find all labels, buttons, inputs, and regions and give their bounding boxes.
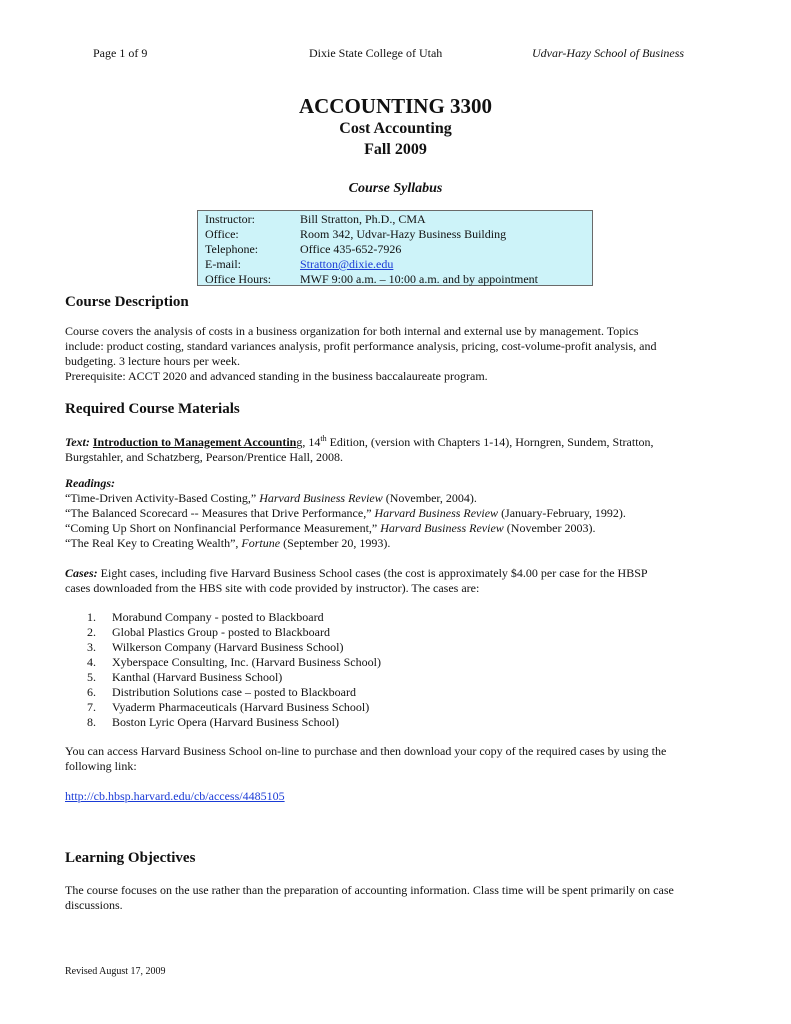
- case-number: 2.: [87, 625, 96, 639]
- case-item: [87, 625, 381, 640]
- reading-title: “Time-Driven Activity-Based Costing,”: [65, 491, 260, 505]
- office-value: Room 342, Udvar-Hazy Business Building: [300, 227, 507, 241]
- case-title: Morabund Company - posted to Blackboard: [112, 610, 324, 624]
- reading-publication: Harvard Business Review: [374, 506, 499, 520]
- reading-date: (November, 2004).: [382, 491, 477, 505]
- case-title: Distribution Solutions case – posted to Blackboard: [112, 685, 356, 699]
- telephone-row: [205, 242, 401, 257]
- course-materials-heading: Required Course Materials: [65, 401, 240, 417]
- case-item: [87, 610, 381, 625]
- objectives-line: discussions.: [65, 898, 123, 912]
- access-line: following link:: [65, 759, 137, 773]
- instructor-info-box: [197, 210, 593, 286]
- case-title: Wilkerson Company (Harvard Business School): [112, 640, 344, 654]
- course-title: ACCOUNTING 3300: [298, 94, 493, 118]
- email-link[interactable]: Stratton@dixie.edu: [300, 257, 394, 271]
- school-name: Udvar-Hazy School of Business: [532, 46, 685, 60]
- cases-intro-line: cases downloaded from the HBS site with code provided by instructor). The cases are:: [65, 581, 480, 595]
- instructor-value: Bill Stratton, Ph.D., CMA: [300, 212, 426, 226]
- text-label: Text:: [65, 435, 90, 449]
- case-number: 5.: [87, 670, 96, 684]
- course-description-text: [65, 324, 745, 384]
- case-item: [87, 655, 381, 670]
- reading-publication: Harvard Business Review: [259, 491, 383, 505]
- case-item: [87, 640, 381, 655]
- course-description-heading: Course Description: [65, 294, 189, 310]
- reading-item: [65, 536, 745, 551]
- case-number: 4.: [87, 655, 96, 669]
- course-name: Cost Accounting: [339, 120, 452, 137]
- readings-list: [65, 491, 745, 551]
- description-line: budgeting. 3 lecture hours per week.: [65, 354, 240, 368]
- cases-label: Cases:: [65, 566, 98, 580]
- textbook-entry: [65, 431, 745, 465]
- textbook-details-cont: Burgstahler, and Schatzberg, Pearson/Prentice Hall, 2008.: [65, 450, 344, 464]
- case-number: 3.: [87, 640, 96, 654]
- case-title: Xyberspace Consulting, Inc. (Harvard Business School): [112, 655, 381, 669]
- case-item: [87, 685, 381, 700]
- case-item: [87, 715, 381, 730]
- email-row: [205, 257, 393, 272]
- cases-intro: [65, 566, 755, 596]
- case-title: Kanthal (Harvard Business School): [112, 670, 283, 684]
- textbook-details: Edition, (version with Chapters 1-14), Horngren, Sundem, Stratton,: [326, 435, 654, 449]
- cases-intro-line: Eight cases, including five Harvard Business School cases (the cost is approximately $4.00 per case for the HBSP: [97, 566, 648, 580]
- learning-objectives-heading: Learning Objectives: [65, 850, 196, 866]
- edition-superscript: th: [320, 434, 327, 443]
- office-hours-row: [205, 272, 538, 287]
- instructor-label: Instructor:: [205, 212, 255, 226]
- description-line: Course covers the analysis of costs in a business organization for both internal and external use by management. Topics: [65, 324, 639, 338]
- office-hours-label: Office Hours:: [205, 272, 272, 286]
- case-item: [87, 670, 381, 685]
- reading-publication: Harvard Business Review: [380, 521, 504, 535]
- reading-item: [65, 491, 745, 506]
- cases-list: [87, 610, 381, 730]
- reading-publication: Fortune: [241, 536, 281, 550]
- case-number: 8.: [87, 715, 96, 729]
- reading-date: (November 2003).: [503, 521, 596, 535]
- prerequisite-line: Prerequisite: ACCT 2020 and advanced standing in the business baccalaureate program.: [65, 369, 488, 383]
- case-item: [87, 700, 381, 715]
- reading-title: “Coming Up Short on Nonfinancial Performance Measurement,”: [65, 521, 381, 535]
- reading-title: “The Balanced Scorecard -- Measures that Drive Performance,”: [65, 506, 375, 520]
- revised-date: Revised August 17, 2009: [65, 966, 166, 977]
- readings-section: [65, 476, 745, 551]
- college-name: Dixie State College of Utah: [309, 46, 443, 60]
- readings-label: Readings:: [65, 476, 116, 490]
- textbook-title: Introduction to Management Accountin: [92, 435, 297, 449]
- telephone-label: Telephone:: [205, 242, 259, 256]
- access-line: You can access Harvard Business School on-line to purchase and then download your copy of the required cases by using the: [65, 744, 667, 758]
- office-hours-value: MWF 9:00 a.m. – 10:00 a.m. and by appointment: [300, 272, 538, 286]
- access-instructions: [65, 744, 755, 774]
- reading-title: “The Real Key to Creating Wealth”,: [65, 536, 242, 550]
- email-label: E-mail:: [205, 257, 241, 271]
- reading-date: (September 20, 1993).: [280, 536, 391, 550]
- course-term: Fall 2009: [364, 141, 427, 158]
- case-title: Global Plastics Group - posted to Blackboard: [112, 625, 330, 639]
- case-title: Boston Lyric Opera (Harvard Business School): [112, 715, 339, 729]
- reading-item: [65, 521, 745, 536]
- learning-objectives-text: [65, 883, 755, 913]
- case-number: 1.: [87, 610, 96, 624]
- office-row: [205, 227, 506, 242]
- case-number: 7.: [87, 700, 96, 714]
- case-number: 6.: [87, 685, 96, 699]
- reading-date: (January-February, 1992).: [498, 506, 626, 520]
- reading-item: [65, 506, 745, 521]
- syllabus-heading: Course Syllabus: [348, 181, 443, 196]
- office-label: Office:: [205, 227, 239, 241]
- instructor-row: [205, 212, 426, 227]
- textbook-title-end: g, 14: [296, 435, 321, 449]
- objectives-line: The course focuses on the use rather than the preparation of accounting information. Class time will be spent primarily on case: [65, 883, 674, 897]
- case-title: Vyaderm Pharmaceuticals (Harvard Business School): [112, 700, 370, 714]
- page-number: Page 1 of 9: [93, 46, 148, 60]
- description-line: include: product costing, standard variances analysis, profit performance analysis, pricing, cost-volume-profit analysis, and: [65, 339, 657, 353]
- hbsp-link[interactable]: http://cb.hbsp.harvard.edu/cb/access/4485105: [65, 789, 285, 803]
- telephone-value: Office 435-652-7926: [300, 242, 402, 256]
